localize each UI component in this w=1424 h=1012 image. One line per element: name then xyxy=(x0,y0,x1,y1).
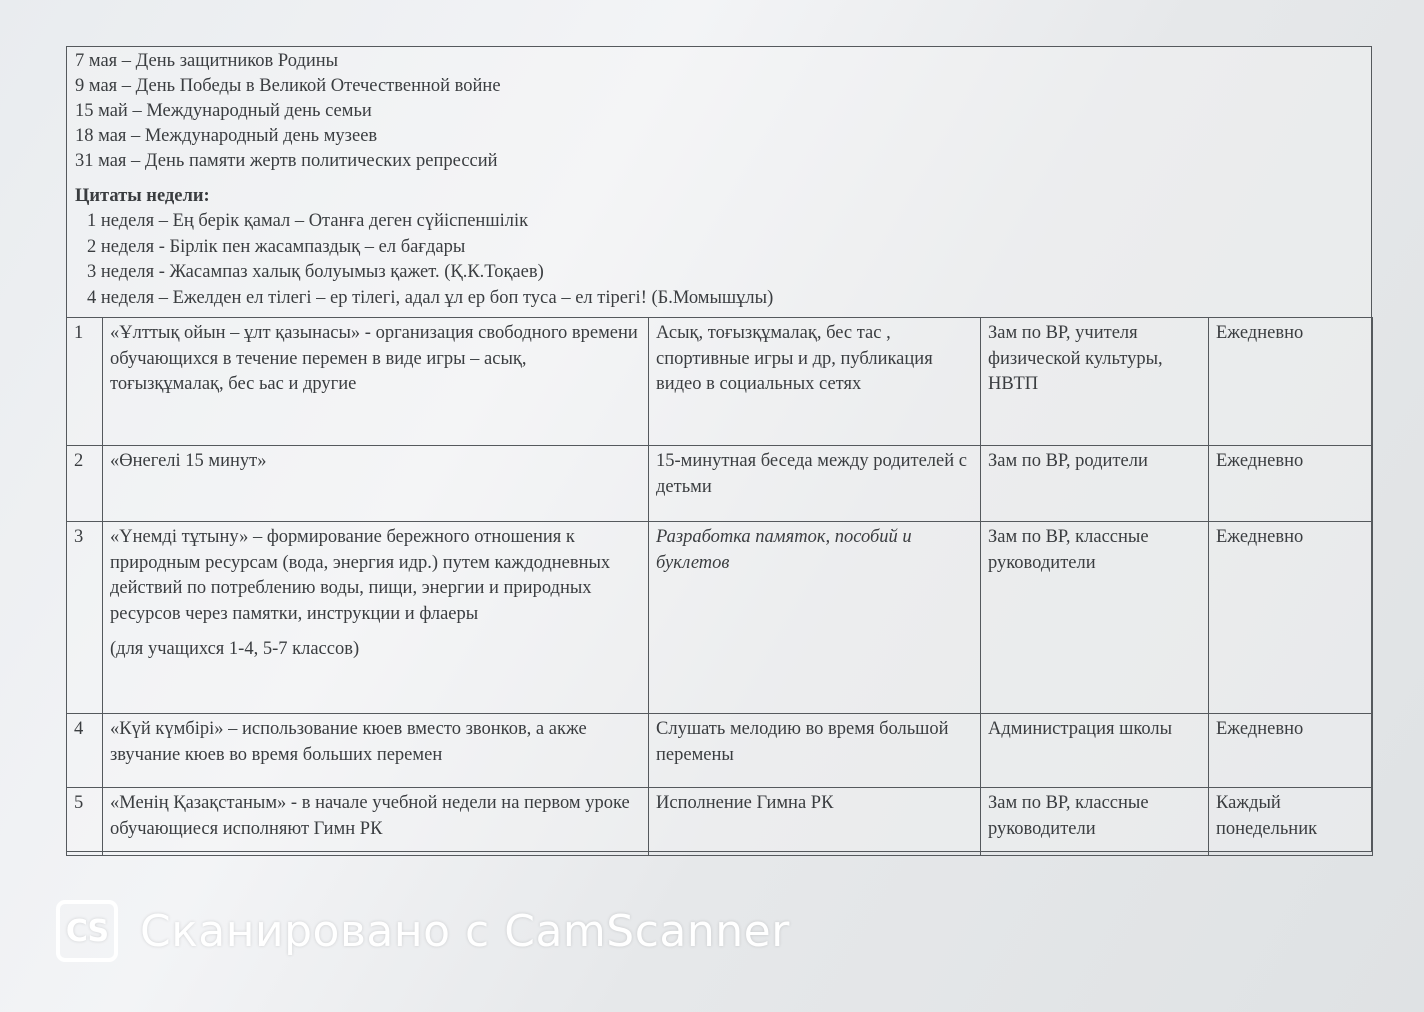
date-line: 15 май – Международный день семьи xyxy=(75,101,372,121)
camscanner-logo-icon: CS xyxy=(56,900,118,962)
table-row xyxy=(67,788,1373,856)
events-table xyxy=(66,317,1373,856)
responsible-cell: Зам по ВР, родители xyxy=(981,446,1209,522)
quote-line: 2 неделя - Бірлік пен жасампаздық – ел бағдары xyxy=(87,236,466,257)
row-number: 4 xyxy=(67,714,103,788)
event-note: (для учащихся 1-4, 5-7 классов) xyxy=(110,639,360,659)
timing-cell: Каждый понедельник xyxy=(1209,788,1373,856)
form-cell: Разработка памяток, пособий и буклетов xyxy=(649,522,981,714)
event-text: «Үнемді тұтыну» – формирование бережного отношения к природным ресурсам (вода, энергия идр.) путем каждодневных действий по потреблению воды, пищи, энергии и природных ресурсов через памятки, инструкции и флаеры xyxy=(110,527,611,624)
event-cell: «Менің Қазақстаным» - в начале учебной недели на первом уроке обучающиеся исполняют Гимн РК xyxy=(103,788,649,856)
responsible-cell: Зам по ВР, учителя физической культуры, НВТП xyxy=(981,318,1209,446)
quote-line: 1 неделя – Ең берік қамал – Отанға деген сүйіспеншілік xyxy=(87,211,529,231)
responsible-cell: Зам по ВР, классные руководители xyxy=(981,522,1209,714)
quotes-heading: Цитаты недели: xyxy=(75,186,210,206)
date-line: 9 мая – День Победы в Великой Отечественной войне xyxy=(75,76,501,96)
form-cell: Асық, тоғызқұмалақ, бес тас , спортивные игры и др, публикация видео в социальных сетях xyxy=(649,318,981,446)
row-number: 3 xyxy=(67,522,103,714)
quote-line: 4 неделя – Ежелден ел тілегі – ер тілегі, адал ұл ер боп туса – ел тірегі! (Б.Момышұлы) xyxy=(87,287,774,308)
event-cell: «Ұлттық ойын – ұлт қазынасы» - организация свободного времени обучающихся в течение перемен в виде игры – асық, тоғызқұмалақ, бес ьас и другие xyxy=(103,318,649,446)
timing-cell: Ежедневно xyxy=(1209,446,1373,522)
table-row xyxy=(67,714,1373,788)
date-line: 18 мая – Международный день музеев xyxy=(75,126,378,146)
responsible-cell: Зам по ВР, классные руководители xyxy=(981,788,1209,856)
event-cell xyxy=(103,522,649,714)
watermark-text: Сканировано с CamScanner xyxy=(140,905,790,957)
row-number: 5 xyxy=(67,788,103,856)
timing-cell: Ежедневно xyxy=(1209,318,1373,446)
form-cell: Исполнение Гимна РК xyxy=(649,788,981,856)
intro-block xyxy=(75,49,773,311)
date-line: 7 мая – День защитников Родины xyxy=(75,51,339,71)
row-number: 2 xyxy=(67,446,103,522)
table-row xyxy=(67,522,1373,714)
table-row xyxy=(67,318,1373,446)
form-cell: Слушать мелодию во время большой перемены xyxy=(649,714,981,788)
timing-cell: Ежедневно xyxy=(1209,522,1373,714)
row-number: 1 xyxy=(67,318,103,446)
event-cell: «Күй күмбірі» – использование кюев вместо звонков, а акже звучание кюев во время больших перемен xyxy=(103,714,649,788)
camscanner-watermark xyxy=(56,898,790,964)
responsible-cell: Администрация школы xyxy=(981,714,1209,788)
event-cell: «Өнегелі 15 минут» xyxy=(103,446,649,522)
timing-cell: Ежедневно xyxy=(1209,714,1373,788)
quote-line: 3 неделя - Жасампаз халық болуымыз қажет. (Қ.К.Тоқаев) xyxy=(87,262,544,282)
table-row xyxy=(67,446,1373,522)
form-cell: 15-минутная беседа между родителей с детьми xyxy=(649,446,981,522)
date-line: 31 мая – День памяти жертв политических репрессий xyxy=(75,151,498,171)
document-sheet xyxy=(66,46,1372,852)
